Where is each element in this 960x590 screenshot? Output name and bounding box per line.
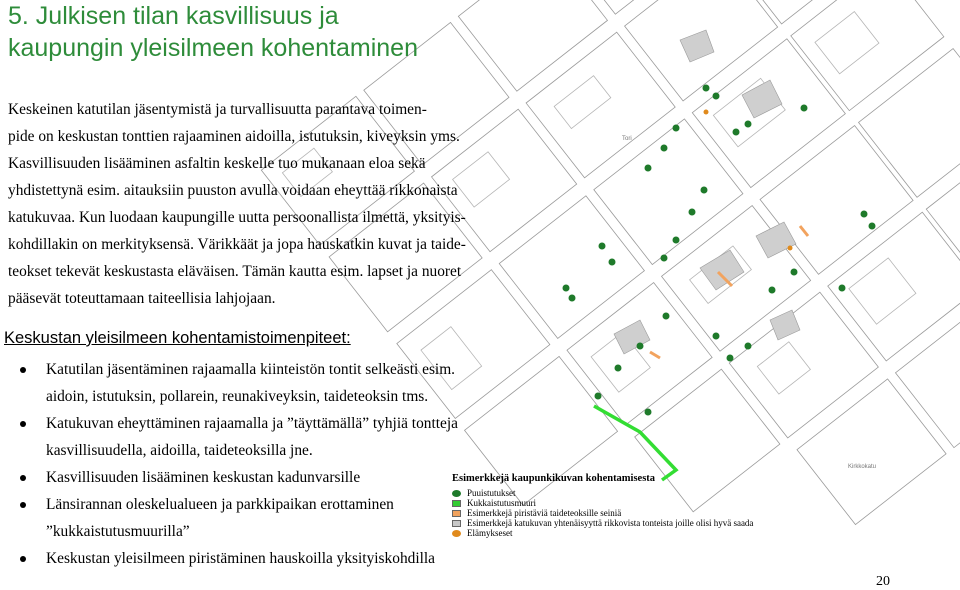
- paragraph-line: Kasvillisuuden lisääminen asfaltin keskelle tuo mukanaan eloa sekä: [8, 155, 426, 172]
- paragraph-line: Keskeinen katutilan jäsentymistä ja turvallisuutta parantava toimen-: [8, 101, 427, 118]
- orange-swatch-icon: [452, 510, 461, 517]
- page-heading: [8, 0, 418, 64]
- legend-label: Puuistutukset: [467, 488, 516, 498]
- paragraph-line: teokset tekevät keskustasta eläväisen. Tämän kautta esim. lapset ja nuoret: [8, 263, 462, 280]
- legend-label: Esimerkkejä piristäviä taideteoksille seiniä: [467, 508, 622, 518]
- page-heading-line-2: kaupungin yleisilmeen kohentaminen: [8, 34, 418, 62]
- list-item: Keskustan yleisilmeen piristäminen hauskoilla yksityiskohdilla: [20, 545, 450, 572]
- paragraph-line: yhdistettynä esim. aitauksiin puuston avulla voidaan eheyttää rikkonaista: [8, 182, 458, 199]
- legend-label: Kukkaistutusmuuri: [467, 498, 536, 508]
- grey-swatch-icon: [452, 520, 461, 527]
- green-swatch-icon: [452, 500, 461, 507]
- legend-item-empty-lots: [452, 518, 753, 528]
- list-item: Katutilan jäsentäminen rajaamalla kiinteistön tontit selkeästi esim.: [20, 356, 450, 383]
- paragraph-line: pide on keskustan tonttien rajaaminen aidoilla, istutuksin, kiveyksin yms.: [8, 128, 460, 145]
- page-heading-line-1: 5. Julkisen tilan kasvillisuus ja: [8, 2, 339, 30]
- paragraph-line: katukuvaa. Kun luodaan kaupungille uutta persoonallista ilmettä, yksityis-: [8, 209, 466, 226]
- intro-paragraph: [8, 96, 466, 312]
- map-legend: [452, 474, 753, 538]
- paragraph-line: pääsevät toteuttamaan taiteellisia lahjojaan.: [8, 290, 276, 307]
- page-number: 20: [876, 574, 890, 589]
- legend-label: Elämykseset: [467, 528, 513, 538]
- legend-item-art-walls: [452, 508, 753, 518]
- measures-list: [20, 356, 458, 572]
- svg-text:Kirkkokatu: Kirkkokatu: [848, 464, 877, 470]
- orange-dot-icon: [452, 530, 461, 537]
- tree-dot-icon: [452, 490, 461, 497]
- list-item: Länsirannan oleskelualueen ja parkkipaikan erottaminen: [20, 491, 450, 518]
- list-item: Kasvillisuuden lisääminen keskustan kadunvarsille: [20, 464, 450, 491]
- legend-label: Esimerkkejä katukuvan yhtenäisyyttä rikkovista tonteista joille olisi hyvä saada: [467, 518, 754, 528]
- list-item-continuation: kasvillisuudella, aidoilla, taideteoksilla jne.: [46, 442, 313, 459]
- list-item-continuation: ”kukkaistutusmuurilla”: [46, 523, 190, 540]
- legend-item-trees: [452, 488, 753, 498]
- legend-item-points: [452, 528, 753, 538]
- paragraph-line: kohdillakin on merkityksensä. Värikkäät ja jopa hauskatkin kuvat ja taide-: [8, 236, 466, 253]
- map-legend-title: Esimerkkejä kaupunkikuvan kohentamisesta: [452, 473, 656, 484]
- legend-item-flower-wall: [452, 498, 753, 508]
- measures-subheading: Keskustan yleisilmeen kohentamistoimenpiteet:: [4, 329, 351, 347]
- svg-text:Tori: Tori: [622, 136, 632, 142]
- list-item-continuation: aidoin, istutuksin, pollarein, reunakiveyksin, taideteoksin tms.: [46, 388, 429, 405]
- list-item: Katukuvan eheyttäminen rajaamalla ja ”täyttämällä” tyhjiä tontteja: [20, 410, 450, 437]
